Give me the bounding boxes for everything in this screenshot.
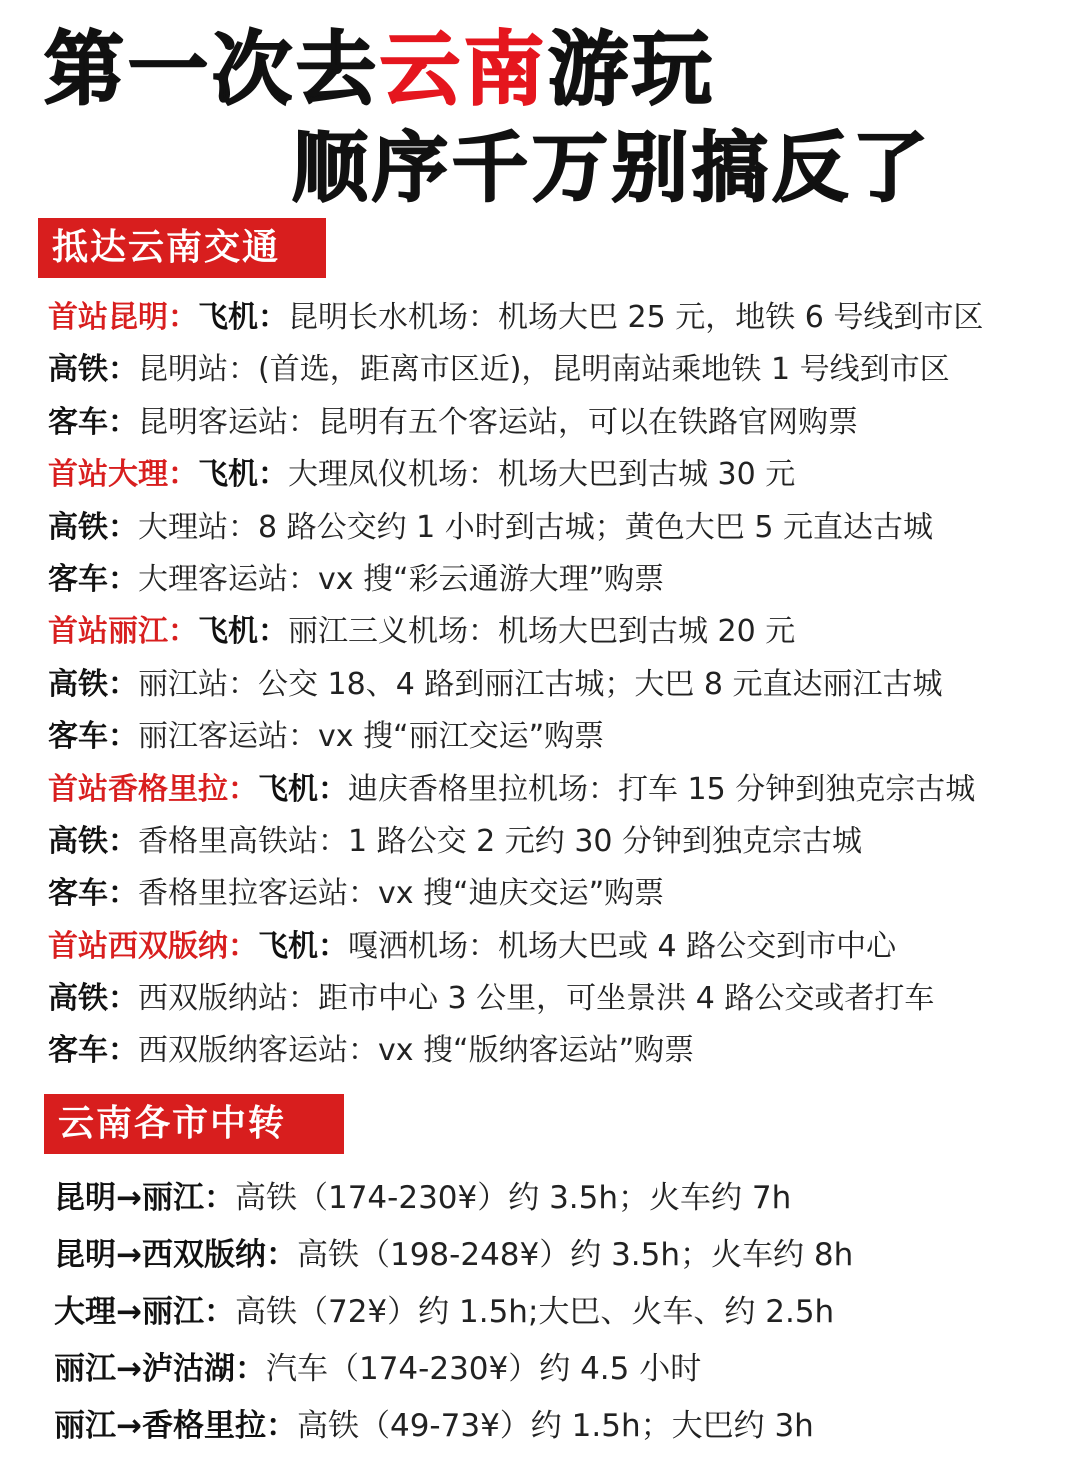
item-text: 大理站：8 路公交约 1 小时到古城；黄色大巴 5 元直达古城 [138, 509, 933, 545]
station-label: 首站丽江： [48, 614, 198, 650]
list-item [48, 292, 1058, 344]
item-text: 昆明客运站：昆明有五个客运站，可以在铁路官网购票 [138, 404, 858, 440]
title-highlight: 云南 [380, 23, 548, 116]
station-label: 首站大理： [48, 457, 198, 493]
list-item [48, 1025, 1058, 1077]
mode-label: 飞机： [198, 300, 288, 335]
mode-label: 客车： [48, 719, 138, 755]
list-item [48, 711, 1058, 763]
item-text: 汽车（174-230¥）约 4.5 小时 [265, 1351, 702, 1387]
arrival-transport-list [48, 292, 1058, 1078]
mode-label: 客车： [48, 404, 138, 440]
item-text: 丽江站：公交 18、4 路到丽江古城；大巴 8 元直达丽江古城 [138, 666, 943, 702]
station-label: 首站昆明： [48, 300, 198, 335]
route-label: 大理→丽江： [54, 1294, 235, 1330]
item-text: 高铁（174-230¥）约 3.5h；火车约 7h [234, 1180, 792, 1216]
mode-label: 飞机： [258, 771, 348, 807]
mode-label: 高铁： [48, 352, 138, 388]
item-text: 高铁（49-73¥）约 1.5h；大巴约 3h [296, 1408, 814, 1444]
item-text: 昆明站：(首选，距离市区近)，昆明南站乘地铁 1 号线到市区 [138, 352, 950, 388]
item-text: 西双版纳站：距市中心 3 公里，可坐景洪 4 路公交或者打车 [138, 981, 935, 1017]
item-text: 高铁（198-248¥）约 3.5h；火车约 8h [296, 1237, 854, 1273]
item-text: 高铁（72¥）约 1.5h;大巴、火车、约 2.5h [234, 1294, 835, 1330]
route-label: 昆明→西双版纳： [54, 1237, 297, 1273]
item-text: 香格里高铁站：1 路公交 2 元约 30 分钟到独克宗古城 [138, 823, 863, 859]
item-text: 嘎洒机场：机场大巴或 4 路公交到市中心 [348, 928, 897, 964]
item-text: 迪庆香格里拉机场：打车 15 分钟到独克宗古城 [348, 771, 976, 807]
item-text: 丽江三义机场：机场大巴到古城 20 元 [288, 614, 796, 650]
item-text: 香格里拉客运站：vx 搜“迪庆交运”购票 [138, 876, 665, 912]
mode-label: 客车： [48, 1033, 138, 1069]
list-item [48, 397, 1058, 449]
item-text: 昆明长水机场：机场大巴 25 元，地铁 6 号线到市区 [288, 300, 984, 335]
page-title: 第一次去云南游玩 [44, 23, 716, 116]
list-item [48, 764, 1058, 816]
section-heading-transfer: 云南各市中转 [44, 1094, 344, 1154]
list-item [48, 816, 1058, 868]
list-item [48, 502, 1058, 554]
list-item [48, 659, 1058, 711]
page-subtitle: 顺序千万别搞反了 [292, 123, 932, 212]
section-heading-arrival: 抵达云南交通 [38, 218, 326, 278]
mode-label: 高铁： [48, 666, 138, 702]
list-item [48, 973, 1058, 1025]
list-item [48, 868, 1058, 920]
list-item [54, 1170, 1064, 1227]
mode-label: 高铁： [48, 981, 138, 1017]
mode-label: 飞机： [198, 457, 288, 493]
station-label: 首站香格里拉： [48, 771, 258, 807]
route-label: 丽江→泸沽湖： [54, 1351, 266, 1387]
list-item [54, 1341, 1064, 1398]
mode-label: 高铁： [48, 823, 138, 859]
mode-label: 高铁： [48, 509, 138, 545]
mode-label: 飞机： [258, 928, 348, 964]
route-label: 昆明→丽江： [54, 1180, 235, 1216]
item-text: 西双版纳客运站：vx 搜“版纳客运站”购票 [138, 1033, 695, 1069]
item-text: 大理客运站：vx 搜“彩云通游大理”购票 [138, 561, 665, 597]
route-label: 丽江→香格里拉： [54, 1408, 297, 1444]
list-item [48, 606, 1058, 658]
transfer-route-list [54, 1170, 1064, 1455]
station-label: 首站西双版纳： [48, 928, 258, 964]
list-item [48, 921, 1058, 973]
item-text: 大理凤仪机场：机场大巴到古城 30 元 [288, 457, 796, 493]
mode-label: 飞机： [198, 614, 288, 650]
list-item [48, 449, 1058, 501]
list-item [48, 344, 1058, 396]
list-item [54, 1398, 1064, 1455]
mode-label: 客车： [48, 561, 138, 597]
item-text: 丽江客运站：vx 搜“丽江交运”购票 [138, 719, 605, 755]
list-item [48, 554, 1058, 606]
list-item [54, 1227, 1064, 1284]
mode-label: 客车： [48, 876, 138, 912]
list-item [54, 1284, 1064, 1341]
